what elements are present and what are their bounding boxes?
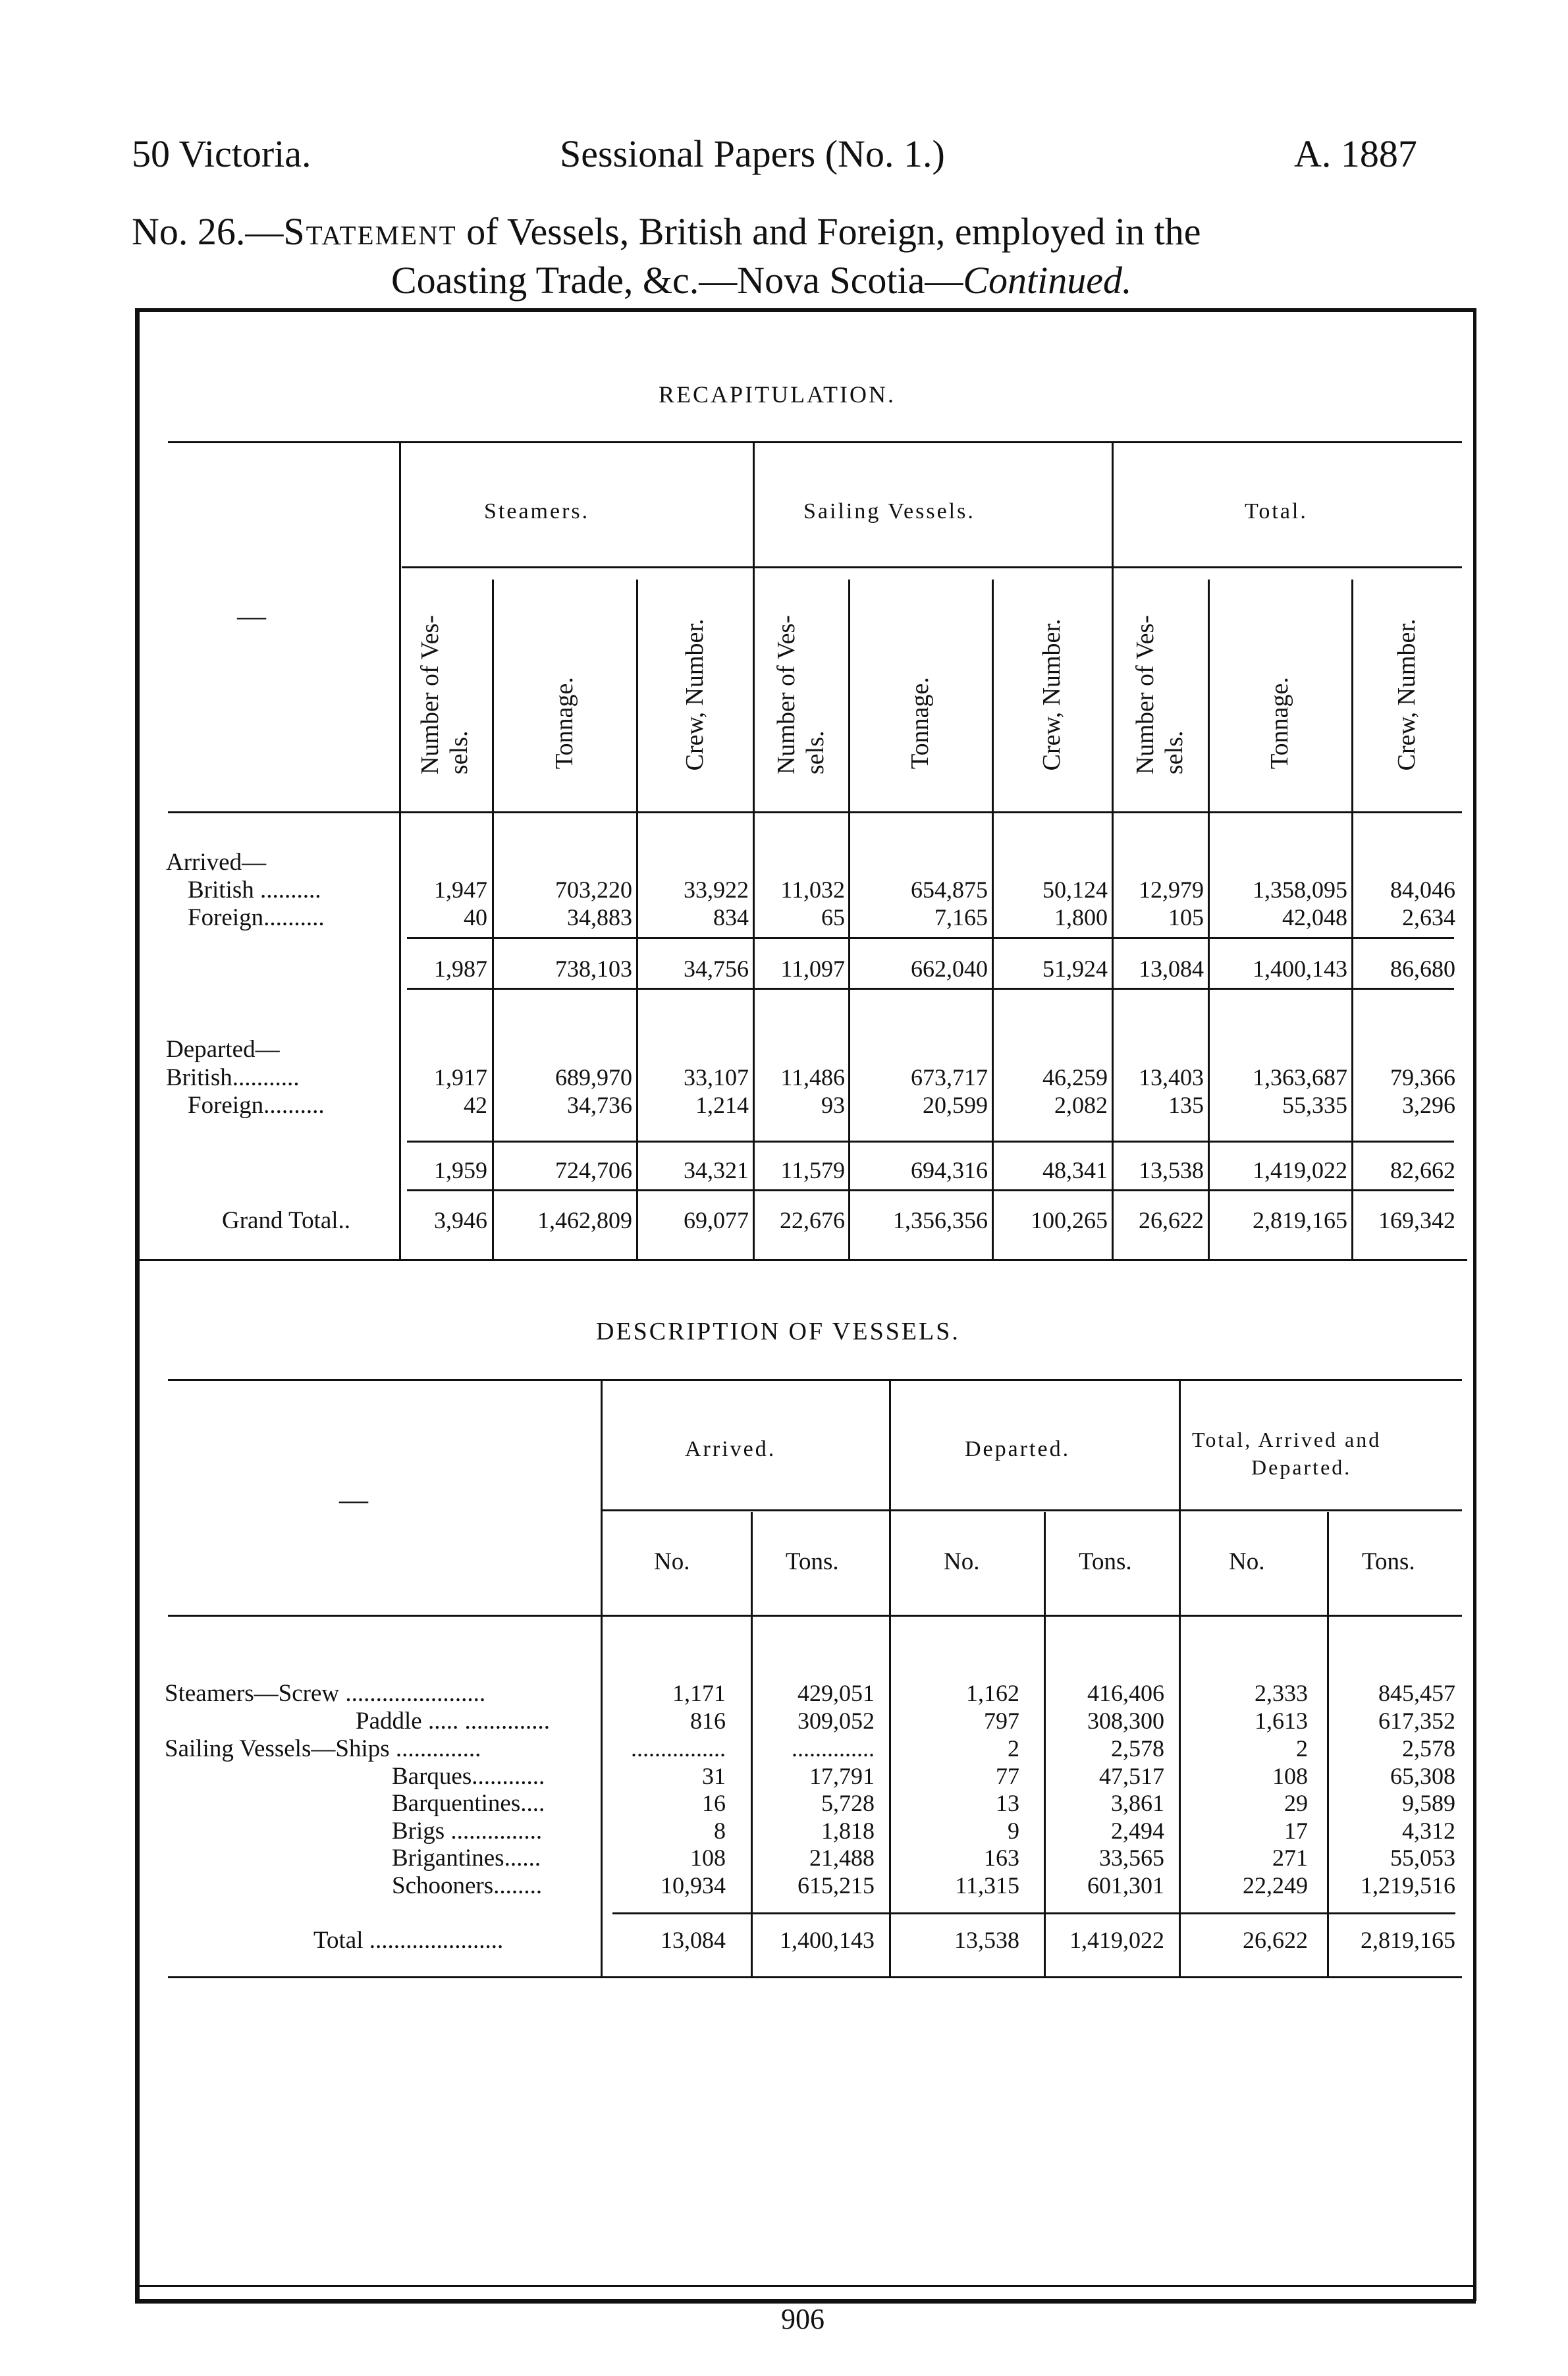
group-sailing-vessels: Sailing Vessels. [803,499,975,524]
cell-departed-no: 9 [1008,1818,1019,1844]
recap-group-rule [402,566,1462,568]
row-label: Barques............ [392,1763,545,1790]
cell-arrived-no: 816 [690,1708,726,1734]
recap-sum-rule [407,1141,1454,1143]
cell-total-tons: 2,578 [1402,1735,1455,1762]
cell-steamers-vessels: 1,947 [434,877,487,903]
cell-total-crew: 84,046 [1390,877,1455,903]
cell-sailing-vessels: 11,032 [780,877,845,903]
cell-departed-no: 2 [1008,1735,1019,1762]
column-header-line: Number of Ves- [1131,614,1159,775]
cell-sailing-vessels: 22,676 [780,1207,845,1233]
cell-arrived-no: 10,934 [661,1872,726,1899]
desc-rule-top [168,1379,1462,1381]
recap-col-rule [992,580,994,1259]
cell-total-vessels: 26,622 [1139,1207,1204,1233]
statement-word: Statement [283,210,457,253]
tonnage-header-sailing-tonnage [906,677,934,769]
cell-steamers-tonnage: 34,736 [567,1092,632,1118]
column-header-line: Crew, Number. [1038,618,1066,771]
recap-col-rule [1351,580,1353,1259]
cell-departed-no: 11,315 [955,1872,1019,1899]
cell-total-crew: 86,680 [1390,956,1455,982]
cell-sailing-crew: 46,259 [1042,1064,1108,1091]
cell-steamers-crew: 33,922 [684,877,749,903]
cell-sailing-vessels: 65 [821,904,845,931]
desc-group-rule [603,1509,1462,1511]
cell-arrived-no: 13,084 [661,1927,726,1953]
column-header-line: Crew, Number. [681,618,709,771]
cell-sailing-tonnage: 20,599 [923,1092,988,1118]
row-label: Schooners........ [392,1872,543,1899]
cell-total-vessels: 135 [1168,1092,1204,1118]
cell-steamers-crew: 33,107 [684,1064,749,1091]
row-label: Grand Total.. [222,1207,351,1234]
cell-sailing-tonnage: 662,040 [911,956,988,982]
crew-number-header-steamers-crew [680,619,709,771]
departed-label: Departed— [166,1036,280,1063]
cell-total-tons: 617,352 [1378,1708,1455,1734]
cell-departed-tons: 33,565 [1099,1845,1164,1871]
cell-sailing-crew: 48,341 [1042,1157,1108,1183]
cell-total-vessels: 13,403 [1139,1064,1204,1091]
sub-departed-no: No. [944,1548,980,1575]
number-of-vessels-header-steamers-vessels [416,615,473,774]
cell-arrived-tons: 615,215 [798,1872,875,1899]
group-steamers: Steamers. [484,499,590,524]
recap-rule-top [168,441,1462,443]
cell-sailing-tonnage: 7,165 [934,904,988,931]
cell-sailing-crew: 1,800 [1054,904,1108,931]
statement-title-line2 [391,258,1132,302]
section-divider-rule [140,1259,1467,1261]
cell-sailing-vessels: 11,579 [780,1157,845,1183]
cell-departed-tons: 308,300 [1087,1708,1164,1734]
cell-total-tons: 1,219,516 [1361,1872,1455,1899]
recap-col-rule [636,580,638,1259]
row-label: British........... [166,1064,300,1091]
crew-number-header-sailing-crew [1037,619,1066,771]
cell-total-crew: 3,296 [1402,1092,1455,1118]
description-caption: DESCRIPTION OF VESSELS. [596,1318,960,1345]
recap-col-rule [1112,443,1114,1259]
cell-total-tonnage: 1,419,022 [1253,1157,1347,1183]
cell-departed-no: 797 [984,1708,1019,1734]
row-label: Brigs ............... [392,1818,543,1845]
sub-total-tons: Tons. [1362,1548,1415,1575]
group-departed: Departed. [965,1437,1071,1461]
header-sessional-papers: Sessional Papers (No. 1.) [560,132,945,175]
desc-rule-bottom [168,1976,1462,1978]
cell-steamers-tonnage: 738,103 [555,956,632,982]
cell-departed-tons: 601,301 [1087,1872,1164,1899]
page-number: 906 [781,2303,825,2335]
row-label: Paddle ..... .............. [356,1708,550,1735]
cell-arrived-tons: 429,051 [798,1680,875,1706]
cell-departed-tons: 47,517 [1099,1763,1164,1789]
cell-total-no: 108 [1272,1763,1308,1789]
recap-sum-rule [407,937,1454,939]
cell-total-no: 29 [1284,1790,1308,1816]
cell-steamers-vessels: 1,987 [434,956,487,982]
cell-steamers-tonnage: 703,220 [555,877,632,903]
cell-arrived-no: ................ [631,1735,726,1762]
recap-col-rule [848,580,850,1259]
row-label: Sailing Vessels—Ships .............. [165,1735,481,1762]
column-header-line: Crew, Number. [1393,618,1420,771]
cell-steamers-crew: 34,321 [684,1157,749,1183]
cell-total-no: 271 [1272,1845,1308,1871]
number-of-vessels-header-total-vessels [1131,615,1189,774]
cell-total-no: 17 [1284,1818,1308,1844]
recap-col-rule [492,580,494,1259]
crew-number-header-total-crew [1392,619,1421,771]
statement-number: No. 26. [132,210,246,253]
column-header-line: sels. [445,730,473,775]
cell-total-no: 2,333 [1255,1680,1308,1706]
desc-header-rule [168,1615,1462,1617]
cell-total-tons: 2,819,165 [1361,1927,1455,1953]
sub-arrived-no: No. [654,1548,690,1575]
sub-total-no: No. [1229,1548,1265,1575]
cell-total-vessels: 13,538 [1139,1157,1204,1183]
cell-departed-no: 77 [996,1763,1019,1789]
tonnage-header-total-tonnage [1265,677,1294,769]
cell-arrived-tons: 1,818 [821,1818,875,1844]
cell-total-vessels: 13,084 [1139,956,1204,982]
cell-departed-no: 13,538 [954,1927,1019,1953]
desc-col-rule [751,1512,753,1976]
cell-departed-tons: 2,578 [1111,1735,1164,1762]
cell-sailing-tonnage: 673,717 [911,1064,988,1091]
desc-col-rule [889,1380,891,1976]
cell-steamers-tonnage: 689,970 [555,1064,632,1091]
cell-arrived-tons: 1,400,143 [780,1927,875,1953]
cell-arrived-tons: 17,791 [809,1763,875,1789]
cell-sailing-vessels: 11,486 [780,1064,845,1091]
cell-total-tonnage: 1,400,143 [1253,956,1347,982]
row-label: Total ...................... [313,1927,504,1954]
cell-sailing-crew: 50,124 [1042,877,1108,903]
cell-total-tonnage: 55,335 [1282,1092,1347,1118]
column-header-line: Number of Ves- [416,614,444,775]
arrived-label: Arrived— [166,849,267,876]
cell-departed-no: 13 [996,1790,1019,1816]
cell-departed-tons: 2,494 [1111,1818,1164,1844]
cell-total-vessels: 12,979 [1139,877,1204,903]
recap-col-rule [753,443,755,1259]
cell-arrived-tons: 21,488 [809,1845,875,1871]
cell-sailing-crew: 2,082 [1054,1092,1108,1118]
row-label: Foreign.......... [188,904,325,931]
cell-sailing-vessels: 11,097 [780,956,845,982]
sub-departed-tons: Tons. [1079,1548,1132,1575]
cell-steamers-vessels: 1,959 [434,1157,487,1183]
cell-steamers-crew: 1,214 [695,1092,749,1118]
cell-total-tons: 845,457 [1378,1680,1455,1706]
cell-total-no: 26,622 [1243,1927,1308,1953]
cell-arrived-no: 108 [690,1845,726,1871]
cell-steamers-tonnage: 34,883 [567,904,632,931]
cell-departed-no: 163 [984,1845,1019,1871]
cell-arrived-no: 16 [702,1790,726,1816]
cell-total-tonnage: 42,048 [1282,904,1347,931]
cell-departed-tons: 416,406 [1087,1680,1164,1706]
header-volume: 50 Victoria. [132,132,311,175]
table-frame-bottom-rule [135,2285,1476,2304]
cell-total-tonnage: 1,363,687 [1253,1064,1347,1091]
statement-title-line1: No. 26.—Statement of Vessels, British and Foreign, employed in the [132,210,1201,253]
column-header-line: Tonnage. [906,677,934,769]
cell-arrived-tons: .............. [792,1735,875,1762]
recap-col-rule [1208,580,1210,1259]
cell-total-no: 22,249 [1243,1872,1308,1899]
desc-sum-rule [612,1912,1455,1914]
cell-total-tonnage: 1,358,095 [1253,877,1347,903]
cell-total-no: 2 [1296,1735,1308,1762]
cell-arrived-no: 31 [702,1763,726,1789]
column-header-line: Tonnage. [551,677,578,769]
desc-col-rule [1044,1512,1046,1976]
desc-col-rule [601,1380,603,1976]
cell-departed-tons: 3,861 [1111,1790,1164,1816]
cell-steamers-vessels: 1,917 [434,1064,487,1091]
sub-arrived-tons: Tons. [786,1548,839,1575]
cell-total-crew: 79,366 [1390,1064,1455,1091]
recap-stub-dash: — [237,600,266,632]
cell-total-tons: 65,308 [1390,1763,1455,1789]
cell-steamers-tonnage: 724,706 [555,1157,632,1183]
group-total-arrived-and: Total, Arrived and [1192,1428,1382,1451]
recap-header-rule [168,811,1462,813]
recap-sum-rule [407,988,1454,990]
row-label: Brigantines...... [392,1845,541,1872]
cell-arrived-no: 8 [714,1818,726,1844]
cell-total-tons: 4,312 [1402,1818,1455,1844]
group-total: Total. [1245,499,1308,524]
cell-arrived-tons: 309,052 [798,1708,875,1734]
cell-steamers-crew: 834 [713,904,749,931]
statement-title-rest: of Vessels, British and Foreign, employed in the [466,210,1201,253]
column-header-line: sels. [1160,730,1188,775]
row-label: Barquentines.... [392,1790,545,1817]
cell-steamers-vessels: 42 [464,1092,487,1118]
cell-sailing-vessels: 93 [821,1092,845,1118]
cell-total-crew: 169,342 [1378,1207,1455,1233]
cell-sailing-crew: 100,265 [1031,1207,1108,1233]
cell-total-tons: 9,589 [1402,1790,1455,1816]
cell-arrived-tons: 5,728 [821,1790,875,1816]
recap-sum-rule [407,1189,1454,1191]
column-header-line: sels. [801,730,829,775]
cell-total-crew: 82,662 [1390,1157,1455,1183]
header-year: A. 1887 [1294,132,1417,175]
desc-col-rule [1327,1512,1329,1976]
cell-total-tons: 55,053 [1390,1845,1455,1871]
cell-total-vessels: 105 [1168,904,1204,931]
cell-steamers-vessels: 3,946 [434,1207,487,1233]
cell-total-no: 1,613 [1255,1708,1308,1734]
cell-departed-no: 1,162 [966,1680,1019,1706]
number-of-vessels-header-sailing-vessels [772,615,830,774]
desc-col-rule [1179,1380,1181,1976]
continued-label: Continued. [963,259,1132,302]
row-label: British .......... [188,877,321,904]
group-total-departed: Departed. [1251,1455,1352,1479]
row-label: Steamers—Screw ....................... [165,1680,486,1707]
desc-stub-dash: — [339,1484,368,1516]
cell-sailing-tonnage: 1,356,356 [893,1207,988,1233]
column-header-line: Tonnage. [1266,677,1293,769]
cell-total-crew: 2,634 [1402,904,1455,931]
table-frame [135,308,1476,2301]
column-header-line: Number of Ves- [772,614,800,775]
cell-steamers-tonnage: 1,462,809 [537,1207,632,1233]
cell-sailing-crew: 51,924 [1042,956,1108,982]
tonnage-header-steamers-tonnage [550,677,579,769]
group-arrived: Arrived. [685,1437,776,1461]
cell-steamers-crew: 69,077 [684,1207,749,1233]
recap-col-rule [399,443,401,1259]
row-label: Foreign.......... [188,1092,325,1119]
cell-sailing-tonnage: 694,316 [911,1157,988,1183]
cell-steamers-crew: 34,756 [684,956,749,982]
cell-departed-tons: 1,419,022 [1069,1927,1164,1953]
cell-sailing-tonnage: 654,875 [911,877,988,903]
cell-total-tonnage: 2,819,165 [1253,1207,1347,1233]
recapitulation-caption: RECAPITULATION. [659,381,896,408]
cell-steamers-vessels: 40 [464,904,487,931]
cell-arrived-no: 1,171 [672,1680,726,1706]
statement-title-line2-text: Coasting Trade, &c.—Nova Scotia— [391,259,963,302]
